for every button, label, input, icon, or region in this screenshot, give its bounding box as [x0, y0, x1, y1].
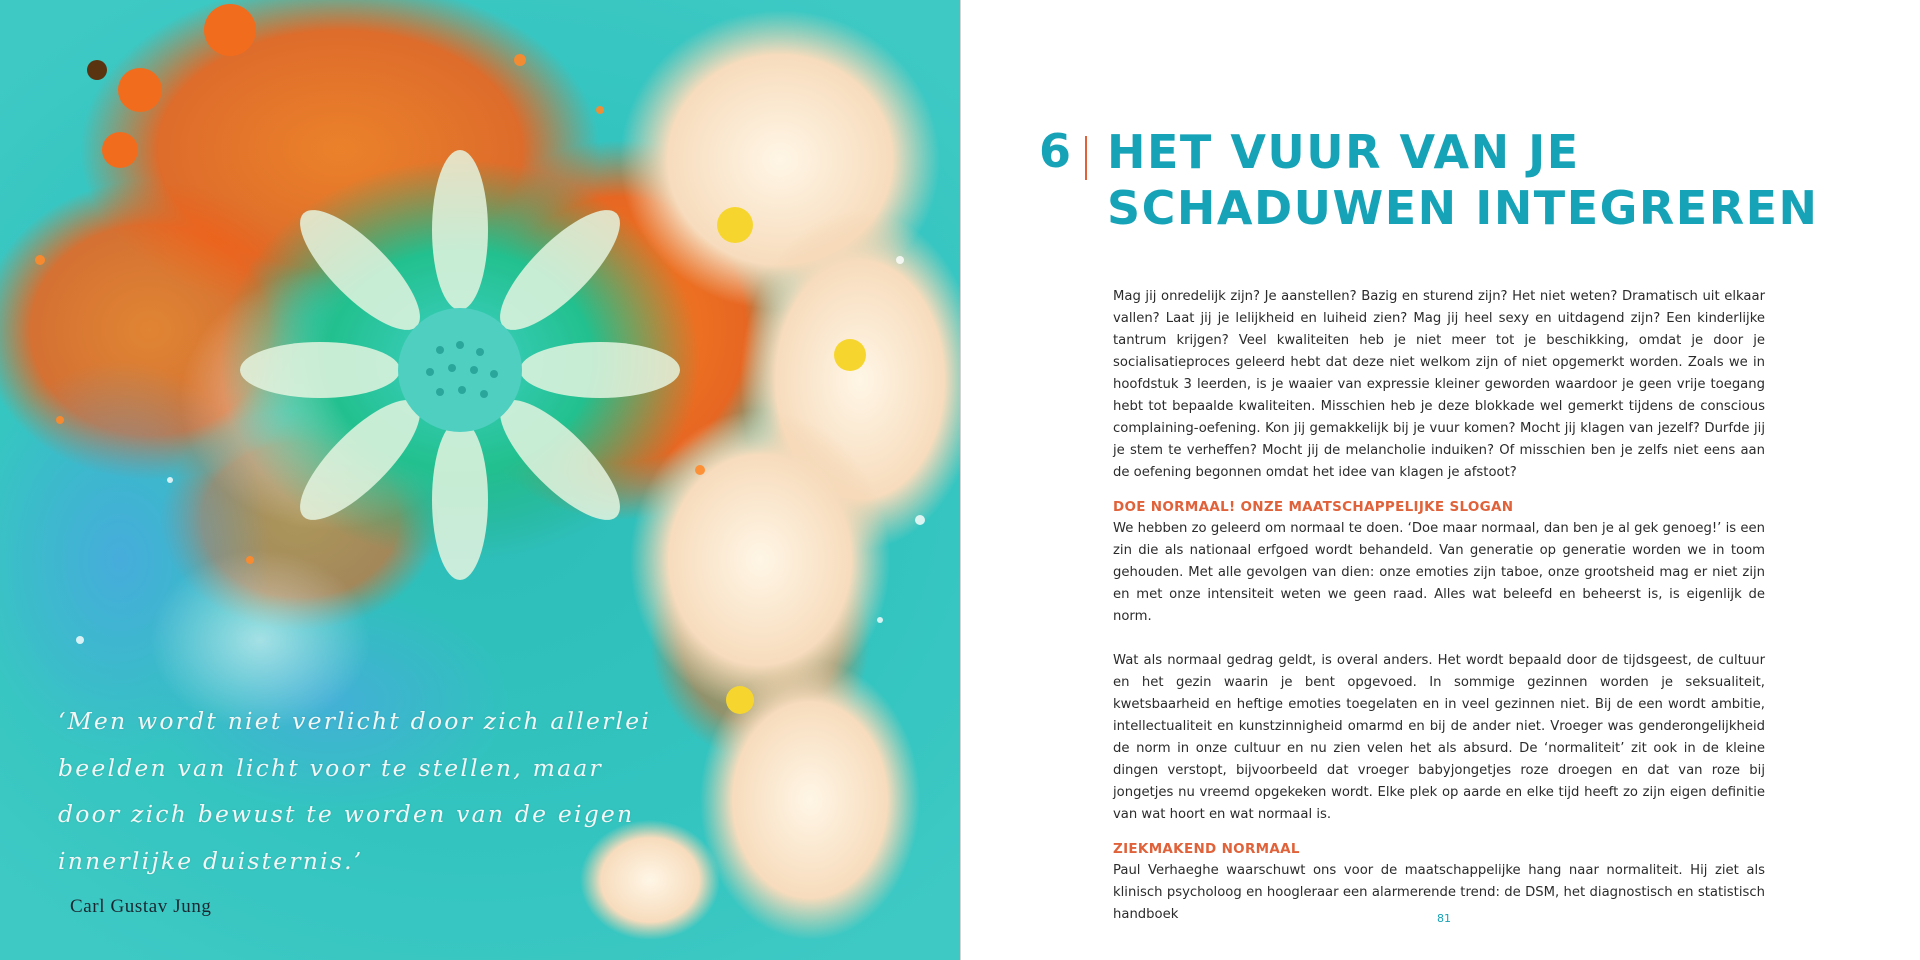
- section-paragraph: We hebben zo geleerd om normaal te doen. ‘Doe maar normaal, dan ben je al gek genoeg!’ is een zin die als nationaal erfgoed wordt behandeld. Van generatie op generatie worden we in toom gehouden. Met alle gevolgen van dien: onze emoties zijn taboe, onze grootsheid mag er niet zijn en met onze intensiteit weten we geen raad. Alles wat beleefd en beheerst is, is eigenlijk de norm.: [1113, 521, 1765, 624]
- section-paragraph: Paul Verhaeghe waarschuwt ons voor de maatschappelijke hang naar normaliteit. Hij ziet als klinisch psycholoog en hoogleraar een alarmerende trend: de DSM, het diagnostisch en statistisch handboek: [1113, 863, 1765, 922]
- quote-line: innerlijke duisternis.’: [58, 846, 364, 875]
- quote-line: ‘Men wordt niet verlicht door zich allerlei: [58, 707, 652, 735]
- chapter-divider: [1085, 136, 1087, 180]
- quote-line: beelden van licht voor te stellen, maar: [58, 753, 603, 782]
- intro-paragraph: Mag jij onredelijk zijn? Je aanstellen? Bazig en sturend zijn? Het niet weten? Dramatisch uit elkaar vallen? Laat jij je lelijkheid en luiheid zien? Mag jij heel sexy en uitdagend zijn? Een kinderlijke tantrum krijgen? Veel kwaliteiten heb je niet meer tot je beschikking, omdat je door je socialisatieproces geleerd hebt dat deze niet welkom zijn of niet opgemerkt worden. Zoals we in hoofdstuk 3 leerden, is je waaier van expressie kleiner geworden waardoor je geen vrije toegang hebt tot bepaalde kwaliteiten. Misschien heb je deze blokkade wel gemerkt tijdens de conscious complaining-oefening. Kon jij gemakkelijk bij je vuur komen? Mocht jij klagen van jezelf? Durfde jij je stem te verheffen? Mocht jij de melancholie induiken? Of misschien ben je zelfs niet eens aan de oefening begonnen omdat het idee van klagen je afstoot?: [1113, 289, 1765, 480]
- jung-quote: [58, 698, 658, 884]
- body-text: [1113, 286, 1765, 926]
- chapter-title-line: HET VUUR VAN JE: [1107, 125, 1580, 179]
- chapter-title-line: SCHADUWEN INTEGREREN: [1107, 181, 1819, 235]
- chapter-title: [1107, 124, 1827, 236]
- chapter-number: 6: [1039, 124, 1072, 178]
- section-paragraph: Wat als normaal gedrag geldt, is overal anders. Het wordt bepaald door de tijdsgeest, de cultuur en het gezin waarin je bent opgevoed. In sommige gezinnen worden je seksualiteit, kwetsbaarheid en heftige emoties toegelaten en in veel gezinnen niet. Bij de een wordt ambitie, intellectualiteit en kunstzinnigheid omarmd en bij de ander niet. Vroeger was genderongelijkheid de norm in onze cultuur en nu zien velen het als absurd. De ‘normaliteit’ zit ook in de kleine dingen verstopt, bijvoorbeeld dat vroeger babyjongetjes roze droegen en dat van roze bij jongetjes nu vreemd opgekeken wordt. Elke plek op aarde en elke tijd heeft zo zijn eigen definitie van wat hoort en wat normaal is.: [1113, 653, 1765, 822]
- section-heading: ZIEKMAKEND NORMAAL: [1113, 841, 1300, 857]
- quote-line: door zich bewust te worden van de eigen: [58, 800, 635, 828]
- book-page-right: [960, 0, 1920, 960]
- quote-author: Carl Gustav Jung: [70, 896, 212, 917]
- section-heading: DOE NORMAAL! ONZE MAATSCHAPPELIJKE SLOGAN: [1113, 499, 1514, 515]
- page-number: 81: [1437, 912, 1451, 925]
